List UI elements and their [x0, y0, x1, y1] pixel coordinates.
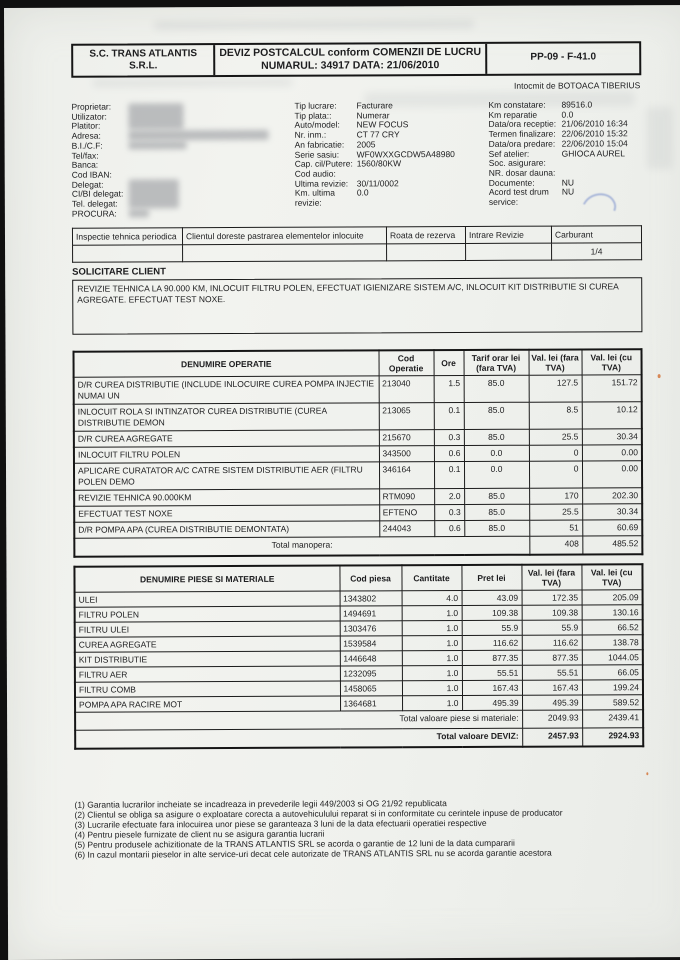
info-value: 30/11/0002 — [357, 179, 399, 189]
op-name: D/R CUREA DISTRIBUTIE (INCLUDE INLOCUIRE CUREA POMPA INJECTIE NUMAI UN — [74, 376, 379, 404]
part-code: 1458065 — [340, 681, 402, 696]
checklist-value: 1/4 — [552, 243, 642, 260]
op-code: 244043 — [379, 521, 434, 537]
info-label: Banca: — [72, 161, 129, 171]
checklist-header: Roata de rezerva — [386, 227, 465, 244]
op-val-net: 127.5 — [529, 375, 582, 402]
part-price: 43.09 — [462, 591, 522, 606]
col-header-part-code: Cod piesa — [339, 566, 401, 592]
labor-total-row — [74, 536, 642, 557]
info-label: CI/BI delegat: — [72, 190, 129, 200]
info-label: Tel/fax: — [72, 151, 129, 161]
op-code: 343500 — [379, 446, 434, 462]
info-value: 22/06/2010 15:32 — [562, 129, 628, 139]
op-code: 346164 — [379, 462, 434, 489]
part-val-net: 116.62 — [522, 635, 582, 650]
company-name — [73, 45, 215, 76]
part-val-net: 877.35 — [522, 650, 582, 665]
info-label: Tip plata:: — [294, 111, 356, 121]
part-val-net: 109.38 — [522, 605, 582, 620]
op-code: EFTENO — [379, 505, 434, 521]
info-label: Soc. asigurare: — [489, 159, 562, 169]
op-hours: 2.0 — [434, 489, 464, 505]
op-val-gross: 0.00 — [582, 461, 642, 488]
info-label: Sef atelier: — [489, 149, 562, 159]
op-val-net: 25.5 — [529, 429, 582, 445]
part-qty: 1.0 — [402, 696, 462, 711]
part-val-net: 55.9 — [522, 620, 582, 635]
part-code: 1446648 — [340, 651, 402, 666]
grand-total-net: 2457.93 — [522, 728, 582, 747]
part-qty: 1.0 — [402, 651, 462, 666]
part-price: 55.51 — [462, 666, 522, 681]
part-qty: 1.0 — [402, 666, 462, 681]
part-val-net: 172.35 — [522, 590, 582, 605]
part-val-net: 495.39 — [522, 695, 582, 710]
labor-total-gross: 485.52 — [582, 536, 642, 555]
op-name: REVIZIE TEHNICA 90.000KM — [74, 489, 379, 506]
info-label: service: — [489, 198, 562, 208]
footnote: (6) In cazul montarii pieselor in alte service-uri decat cele autorizate de TRANS ATLANTIS SRL nu se acorda garantie acestora — [75, 848, 645, 860]
op-val-gross: 0.00 — [582, 445, 642, 461]
part-name: KIT DISTRIBUTIE — [75, 651, 340, 667]
parts-total-gross: 2439.41 — [582, 710, 643, 728]
labor-total-net: 408 — [529, 536, 582, 555]
part-val-gross: 138.78 — [582, 635, 643, 650]
op-hours: 0.6 — [434, 521, 464, 537]
info-label: revizie: — [295, 198, 357, 208]
part-val-gross: 66.05 — [582, 665, 643, 680]
checklist-value-row — [73, 243, 642, 262]
info-value: GHIOCA AUREL — [562, 149, 625, 159]
info-value: Numerar — [356, 111, 389, 121]
info-label: Cod audio: — [295, 169, 357, 179]
op-val-net: 25.5 — [529, 504, 582, 520]
col-header-op-name: DENUMIRE OPERATIE — [74, 351, 379, 378]
client-request-text: REVIZIE TEHNICA LA 90.000 KM, INLOCUIT FILTRU POLEN, EFECTUAT IGIENIZARE SISTEM A/C, INLOCUIT KIT DISTRIBUTIE SI CUREA AGREGATE. EFECTUAT TEST NOXE. — [72, 278, 642, 335]
op-hours: 0.6 — [434, 446, 464, 462]
owner-info-column — [71, 102, 295, 219]
prepared-by: Intocmit de BOTOACA TIBERIUS — [71, 80, 640, 92]
document-content — [71, 41, 645, 860]
client-request-title: SOLICITARE CLIENT — [72, 265, 642, 278]
part-val-net: 167.43 — [522, 680, 582, 695]
op-code: 213065 — [379, 403, 434, 430]
col-header-quantity: Cantitate — [401, 565, 461, 591]
col-header-val-gross: Val. lei (cu TVA) — [581, 350, 641, 376]
part-price: 877.35 — [462, 651, 522, 666]
part-price: 495.39 — [462, 696, 522, 711]
op-rate: 85.0 — [464, 489, 529, 505]
job-info-column — [294, 101, 489, 218]
part-price: 116.62 — [462, 636, 522, 651]
part-qty: 1.0 — [402, 636, 462, 651]
col-header-price: Pret lei — [461, 565, 521, 591]
part-val-gross: 1044.05 — [582, 650, 643, 665]
checklist-header: Intrare Revizie — [465, 227, 551, 244]
part-qty: 4.0 — [402, 591, 462, 606]
part-price: 167.43 — [462, 681, 522, 696]
op-code: RTM090 — [379, 489, 434, 505]
op-val-gross: 202.30 — [582, 488, 642, 504]
op-hours: 0.1 — [434, 462, 464, 489]
op-rate: 0.0 — [464, 446, 529, 462]
info-label: Documente: — [489, 178, 562, 188]
info-value: 0.0 — [561, 110, 573, 120]
part-price: 109.38 — [462, 606, 522, 621]
redacted-delegate-block — [129, 179, 179, 208]
redacted-procura-block — [129, 209, 149, 217]
part-qty: 1.0 — [402, 621, 462, 636]
info-label: Serie sasiu: — [295, 150, 357, 160]
table-row — [74, 461, 642, 490]
info-label: Adresa: — [72, 132, 129, 142]
info-value: NU — [562, 188, 574, 198]
warranty-footnotes — [74, 798, 644, 860]
info-label: Cap. cil/Putere: — [295, 160, 357, 170]
part-qty: 1.0 — [402, 606, 462, 621]
info-value: 89516.0 — [561, 100, 592, 110]
op-name: EFECTUAT TEST NOXE — [74, 505, 379, 522]
op-val-net: 0 — [529, 461, 582, 488]
op-rate: 85.0 — [464, 521, 529, 537]
parts-total-label: Total valoare piese si materiale: — [75, 711, 522, 731]
parts-table — [73, 564, 644, 750]
checklist-header: Inspectie tehnica periodica — [72, 228, 182, 245]
op-code: 215670 — [379, 430, 434, 446]
op-hours: 0.3 — [434, 505, 464, 521]
table-row — [74, 402, 642, 431]
info-value: 22/06/2010 15:04 — [562, 139, 628, 149]
info-label: NR. dosar dauna: — [489, 168, 562, 178]
part-name: FILTRU POLEN — [75, 606, 340, 622]
col-header-val-net: Val. lei (fara TVA) — [528, 350, 581, 376]
op-hours: 0.3 — [434, 430, 464, 446]
checklist-value — [183, 244, 387, 262]
part-val-gross: 130.16 — [582, 605, 643, 620]
info-label: Auto/model: — [294, 121, 356, 131]
part-name: ULEI — [75, 591, 340, 607]
grand-total-gross: 2924.93 — [582, 728, 643, 747]
part-price: 55.9 — [462, 621, 522, 636]
part-name: FILTRU ULEI — [75, 621, 340, 637]
show-through-artifact — [154, 20, 474, 29]
info-label: Ultima revizie: — [295, 179, 357, 189]
info-label: An fabricatie: — [295, 140, 357, 150]
info-label: B.I./C.F: — [72, 141, 129, 151]
op-rate: 85.0 — [464, 430, 529, 446]
col-header-val-net: Val. lei (fara TVA) — [521, 565, 581, 591]
footnote: (2) Clientul se obliga sa asigure o exploatare corecta a autovehiculului reparat si in conformitate cu cerintele inpuse de producator — [75, 808, 645, 820]
op-rate: 85.0 — [464, 505, 529, 521]
info-value: NEW FOCUS — [356, 121, 408, 131]
document-title-line2: NUMARUL: 34917 DATA: 21/06/2010 — [217, 59, 483, 73]
col-header-part-name: DENUMIRE PIESE SI MATERIALE — [74, 566, 339, 593]
op-name: D/R POMPA APA (CUREA DISTRIBUTIE DEMONTATA) — [74, 521, 379, 538]
company-name-line1: S.C. TRANS ATLANTIS — [75, 48, 211, 61]
part-code: 1364681 — [340, 696, 402, 711]
info-label: Acord test drum — [489, 188, 562, 198]
part-val-gross: 199.24 — [582, 680, 643, 695]
op-name: D/R CUREA AGREGATE — [74, 430, 379, 447]
op-name: APLICARE CURATATOR A/C CATRE SISTEM DISTRIBUTIE AER (FILTRU POLEN DEMO — [74, 462, 379, 490]
info-label: Tip lucrare: — [294, 101, 356, 111]
col-header-op-code: Cod Operatie — [378, 351, 433, 377]
part-val-net: 55.51 — [522, 665, 582, 680]
info-label: Delegat: — [72, 180, 129, 190]
info-label: Cod IBAN: — [72, 170, 129, 180]
checklist-value — [73, 245, 183, 262]
operations-header-row — [74, 350, 642, 378]
info-label: Km reparatie — [488, 110, 561, 120]
parts-header-row — [74, 565, 642, 593]
redacted-id-block — [129, 141, 187, 149]
redacted-address-block — [129, 130, 269, 141]
footnote: (1) Garantia lucrarilor incheiate se incadreaza in prevederile legii 449/2003 si OG 21/92 republicata — [74, 798, 644, 810]
table-row — [74, 375, 642, 404]
op-val-net: 51 — [529, 520, 582, 536]
checklist-table — [72, 226, 642, 263]
op-val-net: 170 — [529, 488, 582, 504]
info-value: 1560/80KW — [357, 159, 401, 169]
op-val-gross: 30.34 — [582, 504, 642, 520]
part-val-gross: 205.09 — [582, 590, 643, 605]
info-label: Data/ora receptie: — [488, 120, 561, 130]
info-label: Nr. inm.: — [295, 131, 357, 141]
form-code: PP-09 - F-41.0 — [487, 43, 639, 74]
part-val-gross: 589.52 — [582, 695, 643, 710]
info-value: NU — [562, 178, 574, 188]
document-title-line1: DEVIZ POSTCALCUL conform COMENZII DE LUCRU — [217, 46, 483, 60]
operations-table — [72, 349, 643, 558]
info-label: Proprietar: — [71, 102, 128, 112]
col-header-rate: Tarif orar lei (fara TVA) — [463, 350, 528, 376]
info-label: Km. ultima — [295, 189, 357, 199]
part-name: POMPA APA RACIRE MOT — [75, 696, 340, 712]
op-val-gross: 60.69 — [582, 520, 642, 536]
op-rate: 0.0 — [464, 462, 529, 489]
footnote: (3) Lucrarile efectuate fara inlocuirea unor piese se garanteaza 3 luni de la data efectuarii operatiei respective — [75, 818, 645, 830]
op-hours: 0.1 — [434, 403, 464, 430]
info-label: Utilizator: — [71, 112, 128, 122]
show-through-artifact — [646, 107, 672, 169]
info-value: 0.0 — [357, 189, 369, 199]
checklist-header: Clientul doreste pastrarea elementelor inlocuite — [182, 227, 386, 245]
parts-total-net: 2049.93 — [522, 710, 582, 728]
part-name: FILTRU COMB — [75, 681, 340, 697]
redacted-owner-block — [128, 103, 183, 129]
op-rate: 85.0 — [464, 376, 529, 403]
footnote: (4) Pentru piesele furnizate de client nu se asigura garantia lucrarii — [75, 828, 645, 840]
checklist-value — [466, 244, 552, 261]
footnote: (5) Pentru produsele achizitionate de la TRANS ATLANTIS SRL se acorda o garantie de 12 luni de la data cumpararii — [75, 838, 645, 850]
info-value: Facturare — [356, 101, 392, 111]
document-header-box — [71, 41, 641, 77]
part-name: CUREA AGREGATE — [75, 636, 340, 652]
info-label: Platitor: — [71, 122, 128, 132]
op-val-net: 0 — [529, 445, 582, 461]
op-name: INLOCUIT ROLA SI INTINZATOR CUREA DISTRIBUTIE (CUREA DISTRIBUTIE DEMON — [74, 403, 379, 431]
scan-speck — [646, 772, 648, 775]
service-info-column — [488, 100, 642, 217]
op-val-net: 8.5 — [529, 402, 582, 429]
part-code: 1539584 — [340, 636, 402, 651]
op-code: 213040 — [379, 376, 434, 403]
part-code: 1232095 — [340, 666, 402, 681]
info-label: Km constatare: — [488, 101, 561, 111]
op-val-gross: 151.72 — [582, 375, 642, 402]
document-paper — [4, 5, 680, 960]
part-code: 1494691 — [340, 606, 402, 621]
info-value: 2005 — [357, 140, 376, 150]
col-header-hours: Ore — [433, 350, 463, 376]
info-label: Data/ora predare: — [489, 139, 562, 149]
info-label: Tel. delegat: — [72, 199, 129, 209]
info-label: Termen finalizare: — [489, 130, 562, 140]
part-code: 1303476 — [340, 621, 402, 636]
part-code: 1343802 — [340, 591, 402, 606]
op-hours: 1.5 — [434, 376, 464, 403]
grand-total-row — [75, 728, 643, 749]
part-qty: 1.0 — [402, 681, 462, 696]
info-value: CT 77 CRY — [357, 130, 400, 140]
info-label: PROCURA: — [72, 209, 129, 219]
company-name-line2: S.R.L. — [75, 60, 211, 73]
op-val-gross: 30.34 — [582, 429, 642, 445]
part-name: FILTRU AER — [75, 666, 340, 682]
grand-total-label: Total valoare DEVIZ: — [75, 729, 522, 749]
info-value: 21/06/2010 16:34 — [561, 120, 627, 130]
info-value: WF0WXXGCDW5A48980 — [357, 150, 455, 160]
vehicle-info-section — [71, 100, 642, 219]
checklist-header: Carburant — [551, 226, 641, 243]
document-title — [215, 44, 487, 75]
part-val-gross: 66.52 — [582, 620, 643, 635]
checklist-value — [387, 244, 466, 261]
op-rate: 85.0 — [464, 403, 529, 430]
col-header-val-gross: Val. lei (cu TVA) — [581, 565, 642, 591]
labor-total-label: Total manopera: — [74, 537, 529, 557]
op-name: INLOCUIT FILTRU POLEN — [74, 446, 379, 463]
op-val-gross: 10.12 — [582, 402, 642, 429]
scan-speck — [658, 374, 661, 378]
